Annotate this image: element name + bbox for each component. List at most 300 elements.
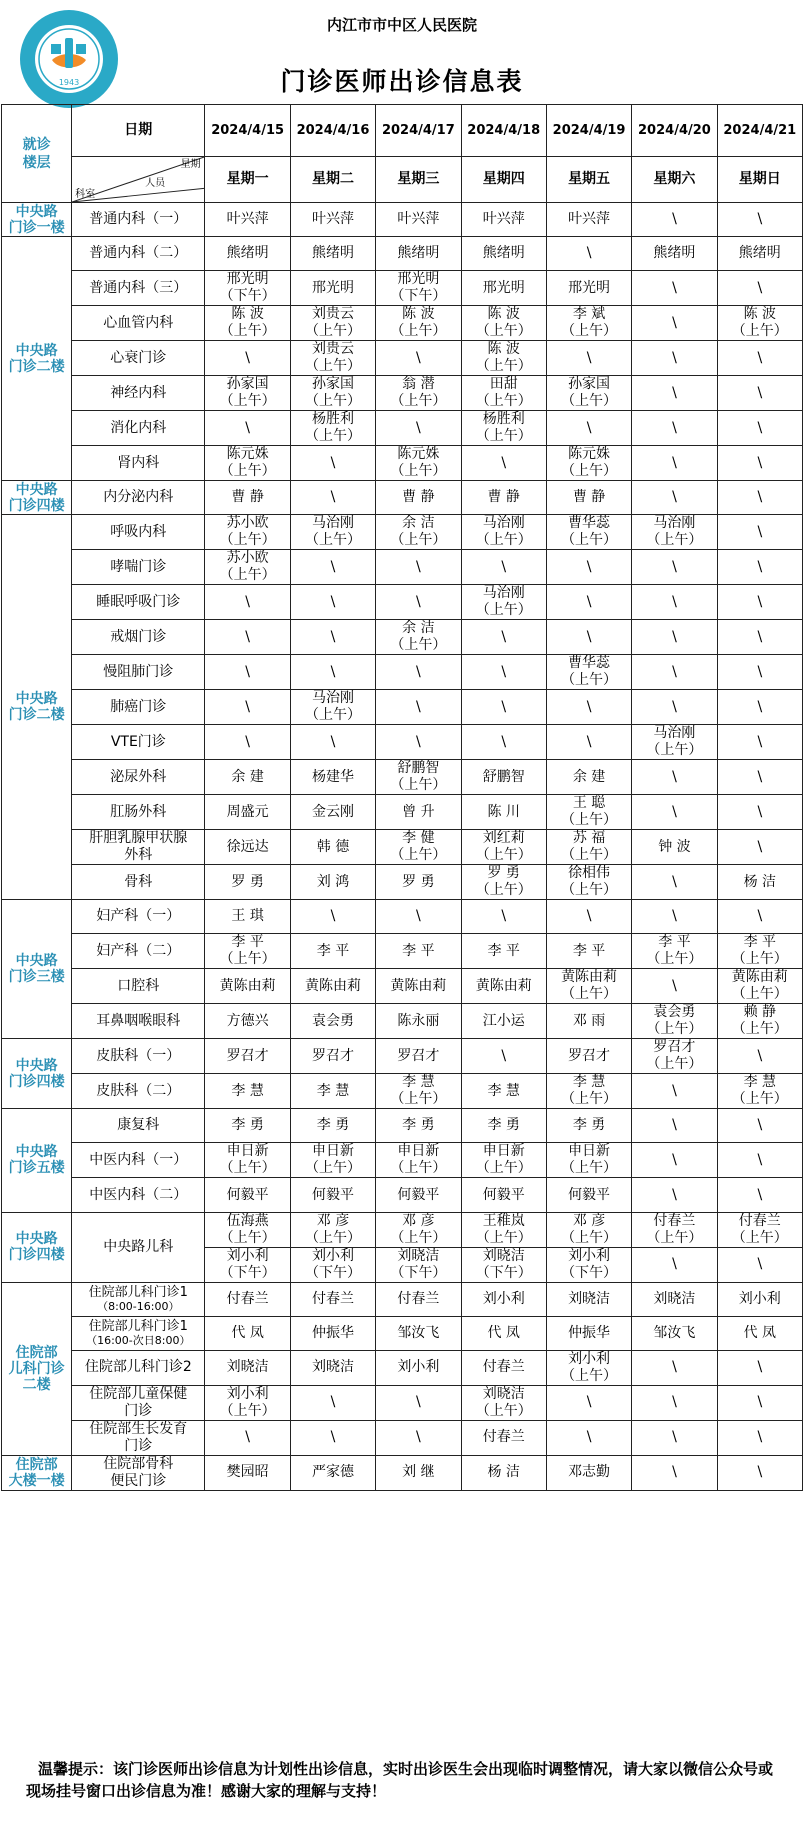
cell-text-line: （上午） [390,847,447,864]
cell-text-line: \ [586,698,592,715]
cell-text-line: 陈 波 [402,306,435,323]
cell-text-line: 陈 波 [743,306,777,323]
cell-text-line: 余 洁 [402,620,435,637]
schedule-row [2,203,803,237]
cell-text-line: 苏小欧 [226,550,269,567]
cell-text-line: \ [245,349,250,366]
cell-text-line: （下午） [390,1264,447,1281]
doctor-cell [205,760,290,795]
doctor-cell [290,203,375,237]
cell-text-line: （上午） [646,951,703,968]
doctor-cell [290,481,375,515]
doctor-cell [461,237,546,271]
doctor-cell [205,306,290,341]
doctor-cell [632,1178,717,1212]
cell-text-line: 陈 波 [487,341,520,358]
cell-text-line: （上午） [390,323,447,340]
doctor-cell [632,585,717,620]
doctor-cell [546,446,631,481]
cell-text-line: \ [501,1047,507,1064]
doctor-cell [290,1004,375,1039]
cell-text-line: \ [672,628,677,645]
cell-text-line: 刘小利 [226,1385,269,1402]
cell-text-line: 便民门诊 [110,1472,167,1489]
doctor-cell [376,1109,461,1143]
schedule-row [2,550,803,585]
doctor-cell [376,1178,461,1212]
schedule-row [2,376,803,411]
cell-text-line: \ [672,1464,677,1481]
doctor-cell [205,1247,290,1282]
cell-text-line: （上午） [646,1021,703,1038]
cell-text-line: \ [586,593,592,610]
cell-text-line: （上午） [475,1160,532,1177]
doctor-cell [205,446,290,481]
cell-text-line: 住院部 [15,1456,58,1473]
cell-text-line: （上午） [390,637,447,654]
doctor-cell [290,830,375,865]
schedule-row [2,446,803,481]
doctor-cell [290,1247,375,1282]
cell-text-line: （上午） [561,323,618,340]
doctor-cell [717,934,802,969]
cell-text-line: \ [672,314,677,331]
doctor-cell [376,725,461,760]
cell-text-line: 睡眠呼吸门诊 [96,593,181,610]
cell-text-line: \ [672,698,677,715]
cell-text-line: 中央路 [15,1231,58,1248]
doctor-cell [376,411,461,446]
cell-text-line: \ [757,279,763,296]
cell-text-line: \ [245,419,250,436]
doctor-cell [546,1385,631,1420]
cell-text-line: 李 勇 [487,1117,520,1134]
cell-text-line: 付春兰 [226,1290,269,1307]
doctor-cell [205,271,290,306]
cell-text-line: （上午） [731,1229,788,1246]
cell-text-line: 黄陈由莉 [561,969,618,986]
department-cell [72,585,205,620]
cell-text-line: 中央路 [15,691,58,708]
cell-text-line: 罗 勇 [402,873,435,890]
cell-text-line: 门诊四楼 [8,1073,65,1090]
weekday-cell: 星期五 [546,157,631,203]
cell-text-line: 翁 潜 [402,376,435,393]
doctor-cell [205,515,290,550]
doctor-cell [290,725,375,760]
hospital-name: 内江市市中区人民医院 [326,16,477,34]
doctor-cell [461,934,546,969]
department-cell [72,1350,205,1385]
doctor-cell [461,969,546,1004]
floor-column-header [2,105,72,203]
cell-text-line: （上午） [304,393,361,410]
cell-text-line: 李 平 [316,942,350,959]
doctor-cell [376,830,461,865]
cell-text-line: （上午） [390,1091,447,1108]
cell-text-line: \ [415,593,421,610]
floor-cell [2,515,72,900]
cell-text-line: 李 平 [402,942,435,959]
doctor-cell [632,1143,717,1178]
cell-text-line: \ [672,384,677,401]
doctor-cell [290,306,375,341]
cell-text-line: \ [672,1359,677,1376]
cell-text-line: \ [757,419,763,436]
cell-text-line: 邓 彦 [316,1212,350,1229]
cell-text-line: 二楼 [22,1376,51,1393]
cell-text-line: \ [672,663,677,680]
cell-text-line: \ [757,1394,763,1411]
doctor-cell [546,306,631,341]
cell-text-line: （上午） [390,777,447,794]
doctor-cell [717,1316,802,1350]
cell-text-line: \ [672,1151,677,1168]
schedule-row [2,1109,803,1143]
cell-text-line: 住院部骨科 [103,1455,174,1472]
doctor-cell [290,1074,375,1109]
doctor-cell [290,934,375,969]
cell-text-line: 李 平 [231,934,264,951]
doctor-cell [546,376,631,411]
cell-text-line: （上午） [475,602,532,619]
doctor-cell [205,795,290,830]
cell-text-line: 孙家国 [226,376,269,393]
cell-text-line: 邓志勤 [568,1464,611,1481]
doctor-cell [376,795,461,830]
schedule-row [2,725,803,760]
doctor-cell [376,1420,461,1455]
doctor-cell [205,550,290,585]
doctor-cell [376,690,461,725]
doctor-cell [717,1004,802,1039]
doctor-cell [632,1039,717,1074]
cell-text-line: 中医内科（二） [89,1186,188,1203]
cell-text-line: 中央路 [15,342,58,359]
doctor-cell [205,585,290,620]
doctor-cell [632,1074,717,1109]
doctor-cell [461,376,546,411]
cell-text-line: 杨胜利 [311,411,354,428]
cell-text-line: （上午） [219,1402,276,1419]
cell-text-line: 曹华蕊 [568,515,611,532]
cell-text-line: \ [330,1394,336,1411]
cell-text-line: 马治刚 [482,515,525,532]
cell-text-line: 肝胆乳腺甲状腺 [89,830,188,847]
cell-text-line: \ [672,593,677,610]
doctor-cell [376,585,461,620]
doctor-cell [717,481,802,515]
cell-text-line: 刘晓洁 [568,1290,611,1307]
doctor-cell [205,1039,290,1074]
cell-text-line: \ [757,628,763,645]
doctor-cell [376,515,461,550]
cell-text-line: 邢光明 [397,271,440,288]
cell-text-line: （上午） [561,1160,618,1177]
cell-text-line: 罗召才 [226,1047,269,1064]
cell-text-line: 妇产科（一） [96,908,181,925]
cell-text-line: \ [757,698,763,715]
doctor-cell [632,969,717,1004]
doctor-cell [546,1143,631,1178]
department-cell [72,934,205,969]
cell-text-line: （上午） [304,532,361,549]
doctor-cell [290,411,375,446]
cell-text-line: 门诊五楼 [8,1160,65,1177]
department-cell [72,481,205,515]
doctor-cell [290,760,375,795]
cell-text-line: 舒鹏智 [482,768,525,785]
cell-text-line: （上午） [731,951,788,968]
cell-text-line: 李 平 [487,942,520,959]
doctor-cell [717,446,802,481]
cell-text-line: 肛肠外科 [110,803,167,820]
doctor-cell [632,690,717,725]
cell-text-line: \ [586,628,592,645]
cell-text-line: 外科 [124,847,153,864]
cell-text-line: 心衰门诊 [110,349,167,366]
cell-text-line: 熊绪明 [482,245,525,262]
doctor-cell [376,1385,461,1420]
doctor-cell [290,900,375,934]
cell-text-line: 门诊 [124,1402,153,1419]
cell-text-line: 叶兴萍 [482,211,525,228]
doctor-cell [632,481,717,515]
cell-text-line: \ [672,908,677,925]
date-cell: 2024/4/16 [290,105,375,157]
doctor-cell [717,1039,802,1074]
cell-text-line: 马治刚 [311,515,354,532]
cell-text-line: （上午） [561,847,618,864]
cell-text-line: \ [672,1186,677,1203]
cell-text-line: 泌尿外科 [110,768,167,785]
cell-text-line: （上午） [219,393,276,410]
doctor-cell [546,830,631,865]
cell-text-line: 何毅平 [226,1186,269,1203]
doctor-cell [632,1420,717,1455]
department-cell [72,969,205,1004]
cell-text-line: \ [245,733,250,750]
svg-text:1943: 1943 [58,78,80,87]
schedule-row [2,865,803,900]
doctor-cell [205,725,290,760]
department-cell [72,341,205,376]
cell-text-line: \ [415,663,421,680]
floor-cell [2,237,72,481]
cell-text-line: 肾内科 [117,454,160,471]
cell-text-line: \ [415,908,421,925]
cell-text-line: 邢光明 [568,279,611,296]
cell-text-line: （上午） [646,532,703,549]
doctor-cell [632,655,717,690]
cell-text-line: \ [330,908,336,925]
cell-text-line: （上午） [390,463,447,480]
doctor-cell [546,1004,631,1039]
corner-diagonal-header [72,157,205,203]
cell-text-line: （上午） [731,1091,788,1108]
doctor-cell [376,341,461,376]
doctor-cell [376,376,461,411]
schedule-row [2,411,803,446]
cell-text-line: \ [672,454,677,471]
department-cell [72,655,205,690]
cell-text-line: 黄陈由莉 [390,977,447,994]
doctor-cell [546,1282,631,1316]
cell-text-line: 仲振华 [311,1324,354,1341]
cell-text-line: 李 慧 [487,1082,520,1099]
doctor-cell [290,1212,375,1247]
doctor-cell [205,1143,290,1178]
cell-text-line: 刘 鸿 [316,873,350,890]
cell-text-line: 心血管内科 [103,314,174,331]
cell-text-line: \ [415,733,421,750]
cell-text-line: \ [672,1117,677,1134]
date-cell: 2024/4/17 [376,105,461,157]
weekday-cell: 星期三 [376,157,461,203]
cell-text-line: （上午） [646,742,703,759]
doctor-cell [376,1247,461,1282]
doctor-cell [546,237,631,271]
doctor-cell [461,690,546,725]
cell-text-line: 门诊二楼 [8,358,65,375]
cell-text-line: 王 聪 [572,795,606,812]
doctor-cell [376,550,461,585]
cell-text-line: \ [245,663,250,680]
doctor-cell [632,725,717,760]
department-cell [72,1074,205,1109]
doctor-cell [205,620,290,655]
cell-text-line: 呼吸内科 [110,523,167,540]
cell-text-line: 何毅平 [482,1186,525,1203]
doctor-cell [461,1455,546,1490]
doctor-cell [632,1247,717,1282]
cell-text-line: 黄陈由莉 [219,977,276,994]
cell-text-line: 住院部儿科门诊1 [88,1319,188,1335]
cell-text-line: 哮喘门诊 [110,558,167,575]
doctor-cell [205,1004,290,1039]
cell-text-line: 江小运 [482,1012,525,1029]
cell-text-line: （上午） [561,882,618,899]
doctor-cell [546,934,631,969]
department-cell [72,376,205,411]
doctor-cell [546,1212,631,1247]
cell-text-line: 樊园昭 [226,1464,269,1481]
floor-cell [2,900,72,1039]
floor-cell [2,1455,72,1490]
date-row [2,105,803,157]
cell-text-line: （上午） [475,428,532,445]
cell-text-line: 余 建 [572,768,606,785]
doctor-cell [632,341,717,376]
doctor-cell [546,271,631,306]
department-cell [72,446,205,481]
doctor-cell [546,1420,631,1455]
doctor-cell [205,1109,290,1143]
cell-text-line: 申日新 [226,1143,269,1160]
doctor-cell [632,760,717,795]
cell-text-line: （下午） [219,1264,276,1281]
doctor-cell [717,515,802,550]
cell-text-line: \ [757,593,763,610]
cell-text-line: 田甜 [489,376,518,393]
cell-text-line: 普通内科（二） [89,245,188,262]
cell-text-line: 刘小利 [482,1290,525,1307]
cell-text-line: 代 凤 [743,1324,777,1341]
doctor-cell [376,1074,461,1109]
doctor-cell [290,865,375,900]
cell-text-line: 王稚岚 [482,1212,525,1229]
doctor-cell [632,515,717,550]
doctor-cell [290,1282,375,1316]
department-cell [72,900,205,934]
cell-text-line: 黄陈由莉 [731,969,788,986]
cell-text-line: \ [757,1047,763,1064]
department-cell [72,865,205,900]
schedule-row [2,585,803,620]
cell-text-line: 熊绪明 [311,245,354,262]
cell-text-line: 陈 川 [487,803,520,820]
doctor-cell [717,760,802,795]
doctor-cell [717,306,802,341]
cell-text-line: 杨建华 [311,768,354,785]
doctor-cell [546,550,631,585]
cell-text-line: 楼层 [22,154,51,171]
cell-text-line: \ [586,1429,592,1446]
cell-text-line: 叶兴萍 [226,211,269,228]
cell-text-line: 余 洁 [402,515,435,532]
cell-text-line: （上午） [475,1229,532,1246]
cell-text-line: 周盛元 [226,803,269,820]
doctor-cell [376,969,461,1004]
cell-text-line: \ [757,838,763,855]
doctor-cell [717,1074,802,1109]
doctor-cell [717,585,802,620]
doctor-cell [717,1247,802,1282]
cell-text-line: 刘红莉 [482,830,525,847]
cell-text-line: \ [757,454,763,471]
doctor-cell [632,795,717,830]
cell-text-line: 付春兰 [311,1290,354,1307]
doctor-cell [717,271,802,306]
doctor-cell [376,900,461,934]
department-cell [72,1109,205,1143]
cell-text-line: 康复科 [117,1117,160,1134]
cell-text-line: 李 慧 [743,1074,777,1091]
doctor-cell [205,1316,290,1350]
doctor-cell [717,1455,802,1490]
doctor-cell [546,1247,631,1282]
doctor-cell [632,411,717,446]
schedule-row [2,900,803,934]
department-cell [72,1178,205,1212]
cell-text-line: \ [672,349,677,366]
doctor-cell [632,237,717,271]
cell-text-line: 住院部儿科门诊2 [84,1359,192,1376]
cell-text-line: \ [757,384,763,401]
doctor-cell [632,934,717,969]
doctor-cell [546,585,631,620]
cell-text-line: \ [501,558,507,575]
cell-text-line: 代 凤 [487,1324,520,1341]
department-cell [72,237,205,271]
doctor-cell [717,900,802,934]
weekday-row [2,157,803,203]
doctor-cell [717,969,802,1004]
doctor-cell [632,1109,717,1143]
doctor-cell [205,341,290,376]
doctor-cell [205,865,290,900]
cell-text-line: 骨科 [124,873,153,890]
